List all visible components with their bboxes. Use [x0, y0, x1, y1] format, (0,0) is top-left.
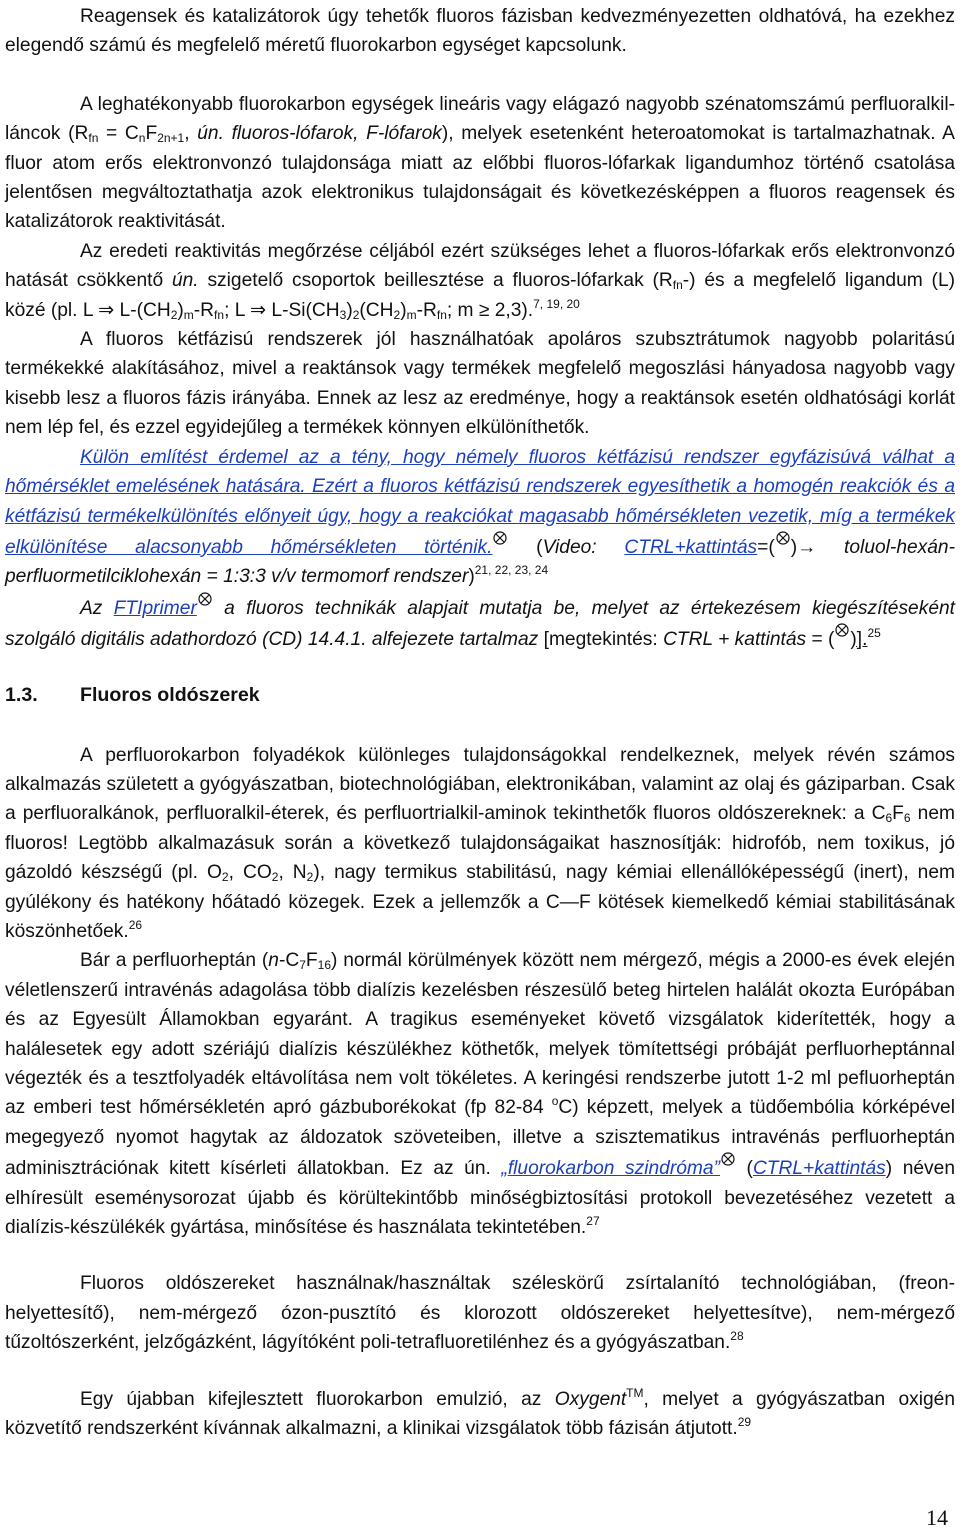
subscript: 16 [317, 958, 331, 973]
quote-open: „ [501, 1158, 508, 1180]
text: A leghatékonyabb fluorokarbon egységek lineáris vagy elágazó nagyobb szénatomszámú perfluoralkil-láncok (R [5, 93, 955, 145]
paragraph-10 [5, 1385, 955, 1444]
italic-text: a fluoros technikák alapjait mutatja be, melyet az értekezésem kiegészítéseként szolgáló digitális adathordozó (CD) 14.4.1. alfejezete tartalmaz [5, 597, 955, 651]
subscript: 2 [221, 870, 229, 885]
section-number: 1.3. [5, 683, 38, 706]
text: Bár a perfluorheptán ( [80, 950, 269, 972]
hyperlink-reference-icon[interactable] [493, 531, 507, 545]
subscript: m [183, 307, 194, 322]
subscript: 7 [299, 958, 306, 973]
superscript: o [551, 1094, 559, 1109]
italic-text: n [268, 950, 279, 972]
text: = ( [806, 629, 835, 651]
text: ( [508, 536, 543, 558]
subscript: 2 [352, 307, 360, 322]
subscript: fn [672, 278, 683, 293]
video-link-icon[interactable] [776, 531, 790, 545]
text: )]. [850, 629, 868, 651]
italic-label: Video: [542, 536, 597, 558]
hyperlink-reference-icon[interactable] [198, 592, 212, 606]
text: [megtekintés: [538, 629, 664, 651]
geq-symbol: ≥ [478, 299, 490, 321]
paragraph-5 [5, 443, 955, 592]
subscript: n [138, 131, 146, 146]
text: -R [416, 299, 437, 321]
implies-symbol: ⇒ [250, 299, 267, 321]
subscript: 2 [271, 870, 279, 885]
section-heading [5, 681, 955, 710]
hyperlink-text[interactable]: Külön említést érdemel az a tény, hogy némely fluoros kétfázisú rendszer egyfázisúvá válhat a hőmérséklet emelésének hatására. Ezért a fluoros kétfázisú rendszerek egyesíthetik a homogén reakciók és a kétfázisú termékelkülönítés előnyeit úgy, hogy a reakciókat magasabb hőmérsékleten vezetik, míg a termékek elkülönítése alacsonyabb hőmérsékleten történik. [5, 446, 955, 558]
paragraph-3 [5, 237, 955, 325]
text: F [305, 950, 318, 972]
text: ) [346, 299, 353, 321]
section-title: Fluoros oldószerek [80, 683, 260, 706]
text: -) és a megfelelő ligandum (L) közé (pl. L [5, 270, 955, 321]
text: ) normál körülmények között nem mérgező, mégis a 2000-es évek elején véletlenszerű intravénás adagolása több dialízis kezelésben részesülő beteg hirtelen halálát okozta Európában és az Egyesült Államokban egyaránt. A tragikus eseményeket követő vizsgálatok kiderítették, hogy a halálesetek egy adott szériájú dialízis készülékhez köthetők, melyek tömítettségi próbáját perfluorheptánnal végezték és a tesztfolyadék eltávolítása nem volt tökéletes. A keringési rendszerbe jutott 1-2 ml pefluorheptán az emberi test hőmérsékletén apró gázbuborékokat (fp 82-84 [5, 950, 955, 1119]
text: A perfluorokarbon folyadékok különleges tulajdonságokkal rendelkeznek, melyek révén számos alkalmazás született a gyógyászatban, biotechnológiában, elektronikában, valamint az olaj és gáziparban. Csak a perfluoralkánok, perfluoralkil-éterek, és perfluortrialkil-aminok tekinthetők fluoros oldószereknek: a C [5, 744, 955, 825]
text: F [145, 123, 158, 145]
paragraph-9 [5, 1269, 955, 1357]
italic-text: toluol-hexán-perfluormetilciklohexán = 1:3:3 v/v termomorf rendszer [5, 536, 955, 588]
text: = C [98, 123, 139, 145]
trademark-superscript: TM [626, 1385, 644, 1400]
page-number: 14 [926, 1505, 948, 1530]
paragraph-8 [5, 946, 955, 1242]
text: szigetelő csoportok beillesztése a fluoros-lófarkak (R [198, 270, 673, 292]
text: nem fluoros! Legtöbb alkalmazásuk során a következő tulajdonságaikat hasznosítják: hidrofób, nem toxikus, jó gázoldó készségű (pl. O [5, 803, 955, 884]
text: ) [468, 566, 475, 588]
reference-superscript: 7, 19, 20 [533, 296, 580, 311]
text: ) [400, 299, 407, 321]
text: 2,3). [489, 299, 534, 321]
subscript: fn [88, 131, 99, 146]
text: ; L [224, 299, 251, 321]
paragraph-2 [5, 90, 955, 237]
text: ( [735, 1158, 753, 1180]
text: (CH [359, 299, 394, 321]
text: Az eredeti reaktivitás megőrzése céljából ezért szükséges lehet a fluoros-lófarkak erős elektronvonzó hatását csökkentő [5, 240, 955, 292]
subscript: fn [436, 307, 447, 322]
document-page [5, 0, 955, 1443]
text: , melyet a gyógyászatban oxigén közvetítő rendszerként kívánnak alkalmazni, a klinikai vizsgálatok több fázisán átjutott. [5, 1388, 955, 1440]
text: F kötések kiemelkedő kémiai stabilitásának köszönhetőek. [5, 891, 955, 942]
text: ) [790, 536, 798, 558]
text: , CO [228, 862, 272, 884]
cd-link-icon[interactable] [835, 623, 849, 637]
quote-close: ” [713, 1158, 720, 1180]
italic-text: Oxygent [554, 1388, 627, 1410]
reference-superscript: 26 [128, 917, 143, 932]
paragraph-7 [5, 741, 955, 947]
reference-superscript: 28 [730, 1329, 744, 1344]
subscript: 3 [339, 307, 347, 322]
text: L-(CH [114, 299, 171, 321]
text: C) képzett, melyek a tüdőembólia kórképével megegyező nyomot hagytak az áldozatok szöveteiben, illetve a szisztematikus intravénás perfluorheptán adminisztrációnak kitett kísérleti állatokban. Ez az ún. [5, 1097, 955, 1180]
reference-superscript: 29 [737, 1415, 752, 1430]
subscript: 6 [885, 811, 893, 826]
subscript: 2n+1 [157, 131, 185, 146]
text: ; m [446, 299, 479, 321]
subscript: 2 [170, 307, 178, 322]
italic-term: ún. fluoros-lófarok, F-lófarok [197, 123, 442, 145]
reference-superscript: 27 [586, 1214, 600, 1229]
ctrl-click-link[interactable]: CTRL+kattintás [752, 1158, 886, 1180]
text: Egy újabban kifejlesztett fluorokarbon emulzió, az [80, 1388, 555, 1410]
italic-text: Az [80, 597, 114, 619]
ftiprimer-link[interactable]: FTIprimer [113, 597, 197, 619]
subscript: 6 [903, 811, 911, 826]
arrow-symbol: → [797, 536, 817, 558]
italic-text: CTRL + kattintás [663, 629, 807, 651]
text: ), nagy termikus stabilitású, nagy kémiai ellenállóképességű (inert), nem gyúlékony és hatékony hőátadó közegek. Ezek a jellemzők a C [5, 862, 955, 913]
ctrl-click-link[interactable]: CTRL+kattintás [624, 536, 758, 558]
text: , N [278, 862, 307, 884]
text: ) néven elhíresült eseménysorozat újabb és körültekintőbb minőségbiztosítási protokoll bevezetéséhez vezetett a dialízis-készülékék gyártása, minősítése és használata tekintetében. [5, 1158, 955, 1239]
text: -R [193, 299, 215, 321]
subscript: m [406, 307, 417, 322]
bond-symbol: — [559, 891, 579, 913]
text: F [892, 803, 904, 825]
reference-superscript: 21, 22, 23, 24 [474, 563, 549, 578]
subscript: 2 [306, 870, 314, 885]
text: , [184, 123, 198, 145]
text: Fluoros oldószereket használnak/használtak széleskörű zsírtalanító technológiában, (freon-helyettesítő), nem-mérgező ózon-pusztító és klorozott oldószereket helyettesítve), nem-mérgező tűzoltószerként, jelzőgázként, lágyítóként poli-tetrafluoretilénhez és a gyógyászatban. [5, 1273, 955, 1354]
text: L-Si(CH [266, 299, 340, 321]
subscript: 2 [393, 307, 401, 322]
paragraph-4: A fluoros kétfázisú rendszerek jól használhatóak apoláros szubsztrátumok nagyobb polaritású termékekké alakításához, mivel a reaktánsok vagy termékek megfelelő megoszlási hányadosa nagyobb vagy kisebb lesz a fluoros fázis irányába. Ennek az lesz az eredménye, hogy a reaktánsok esetén oldhatósági korlát nem lép fel, és ezzel egyidejűleg a termékek könnyen elkülöníthetők. [5, 329, 955, 439]
subscript: fn [214, 307, 225, 322]
hyperlink-reference-icon[interactable] [721, 1152, 735, 1166]
text: =( [757, 536, 775, 558]
text: ), melyek esetenként heteroatomokat is tartalmazhatnak. A fluor atom erős elektronvonzó tulajdonsága miatt az előbbi fluoros-lófarkak ligandumhoz történő csatolása jelentősen megváltoztathatja azok elektronikus tulajdonságait és következésképpen a fluoros reagensek és katalizátorok reaktivitását. [5, 123, 955, 233]
paragraph-1: Reagensek és katalizátorok úgy tehetők fluoros fázisban kedvezményezetten oldhatóvá, ha ezekhez elegendő számú és megfelelő méretű fluorokarbon egységet kapcsolunk. [5, 6, 955, 57]
implies-symbol: ⇒ [98, 299, 115, 321]
reference-superscript: 25 [867, 626, 881, 641]
text: -C [278, 950, 300, 972]
paragraph-6 [5, 592, 955, 655]
text: ) [177, 299, 184, 321]
fluorocarbon-syndrome-link[interactable]: fluorokarbon szindróma [507, 1158, 714, 1180]
italic-term: ún. [171, 270, 199, 292]
